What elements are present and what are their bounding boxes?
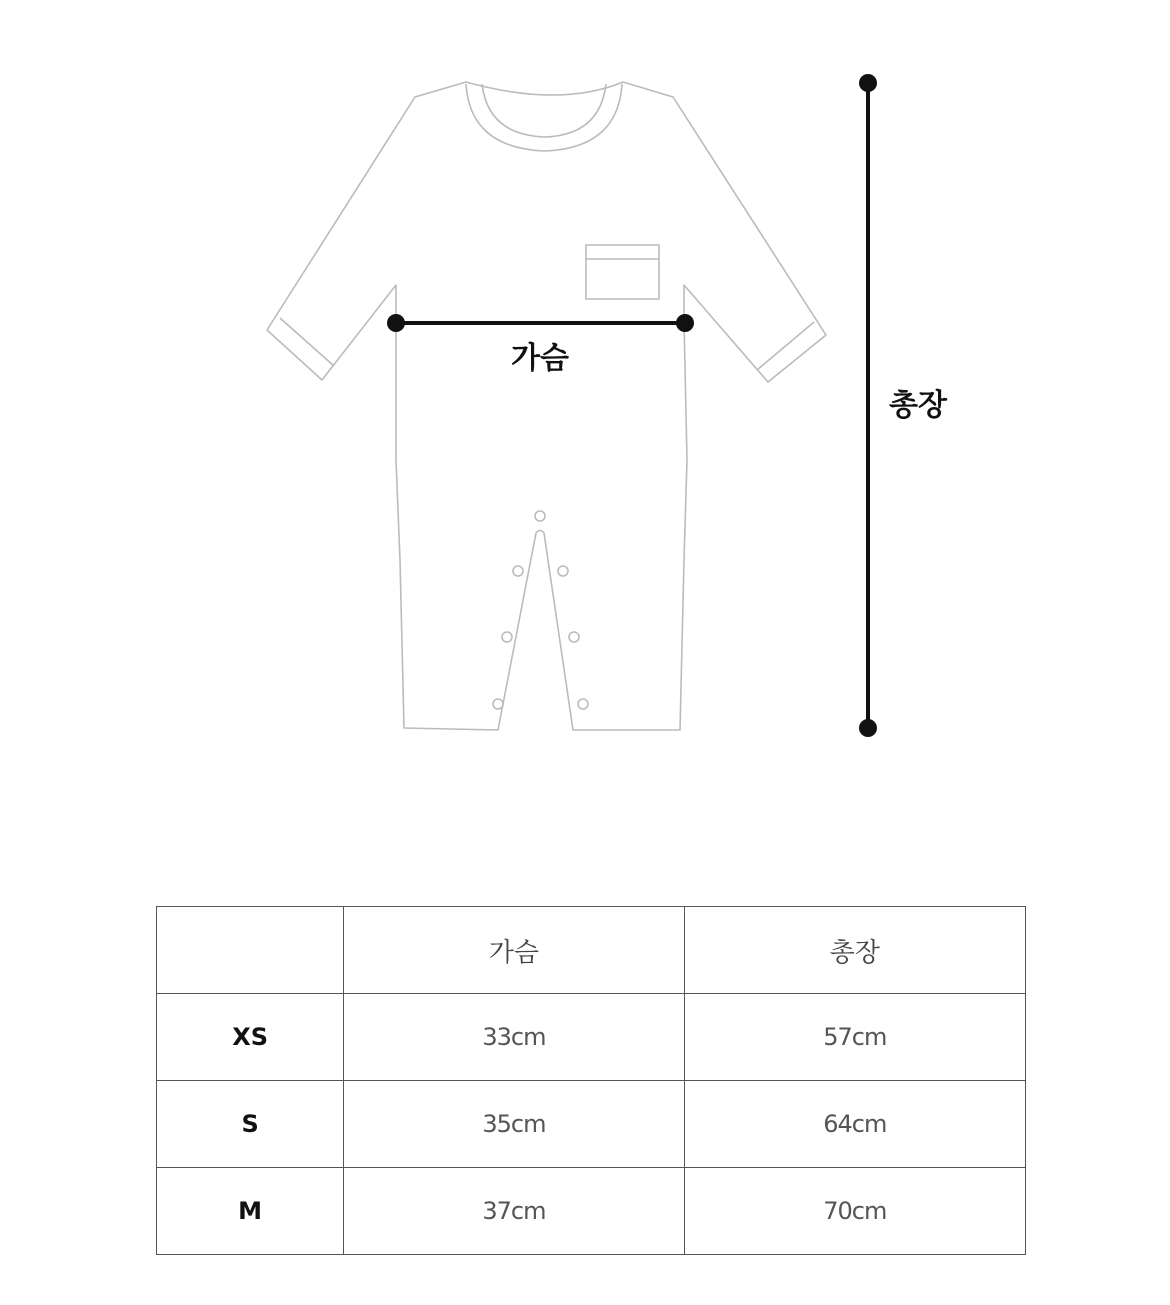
romper-body-outline: [267, 82, 826, 730]
table-row: [157, 994, 1026, 1081]
size-cell: M: [157, 1168, 344, 1255]
snap-button: [493, 699, 503, 709]
size-table: [156, 906, 1026, 1255]
romper-outline: [267, 82, 826, 730]
length-endpoint-bottom: [859, 719, 877, 737]
snap-button: [502, 632, 512, 642]
header-length: 총장: [684, 907, 1025, 994]
chest-cell: 33cm: [344, 994, 684, 1081]
header-size: [157, 907, 344, 994]
table-row: [157, 1168, 1026, 1255]
collar-outer-line: [466, 84, 622, 151]
left-cuff-line: [280, 318, 334, 366]
snap-button: [558, 566, 568, 576]
chest-cell: 37cm: [344, 1168, 684, 1255]
length-endpoint-top: [859, 74, 877, 92]
length-cell: 70cm: [684, 1168, 1025, 1255]
chest-endpoint-right: [676, 314, 694, 332]
snap-button: [513, 566, 523, 576]
length-measure: [859, 74, 948, 737]
length-cell: 64cm: [684, 1081, 1025, 1168]
size-cell: XS: [157, 994, 344, 1081]
table-header-row: [157, 907, 1026, 994]
size-cell: S: [157, 1081, 344, 1168]
header-chest: 가슴: [344, 907, 684, 994]
table-row: [157, 1081, 1026, 1168]
chest-cell: 35cm: [344, 1081, 684, 1168]
length-cell: 57cm: [684, 994, 1025, 1081]
snap-button: [578, 699, 588, 709]
chest-measure: [387, 314, 694, 376]
chest-endpoint-left: [387, 314, 405, 332]
chest-label: 가슴: [511, 341, 569, 376]
length-label: 총장: [889, 388, 947, 423]
right-cuff-line: [757, 322, 814, 370]
snap-button: [569, 632, 579, 642]
snap-button: [535, 511, 545, 521]
pocket: [586, 245, 659, 299]
